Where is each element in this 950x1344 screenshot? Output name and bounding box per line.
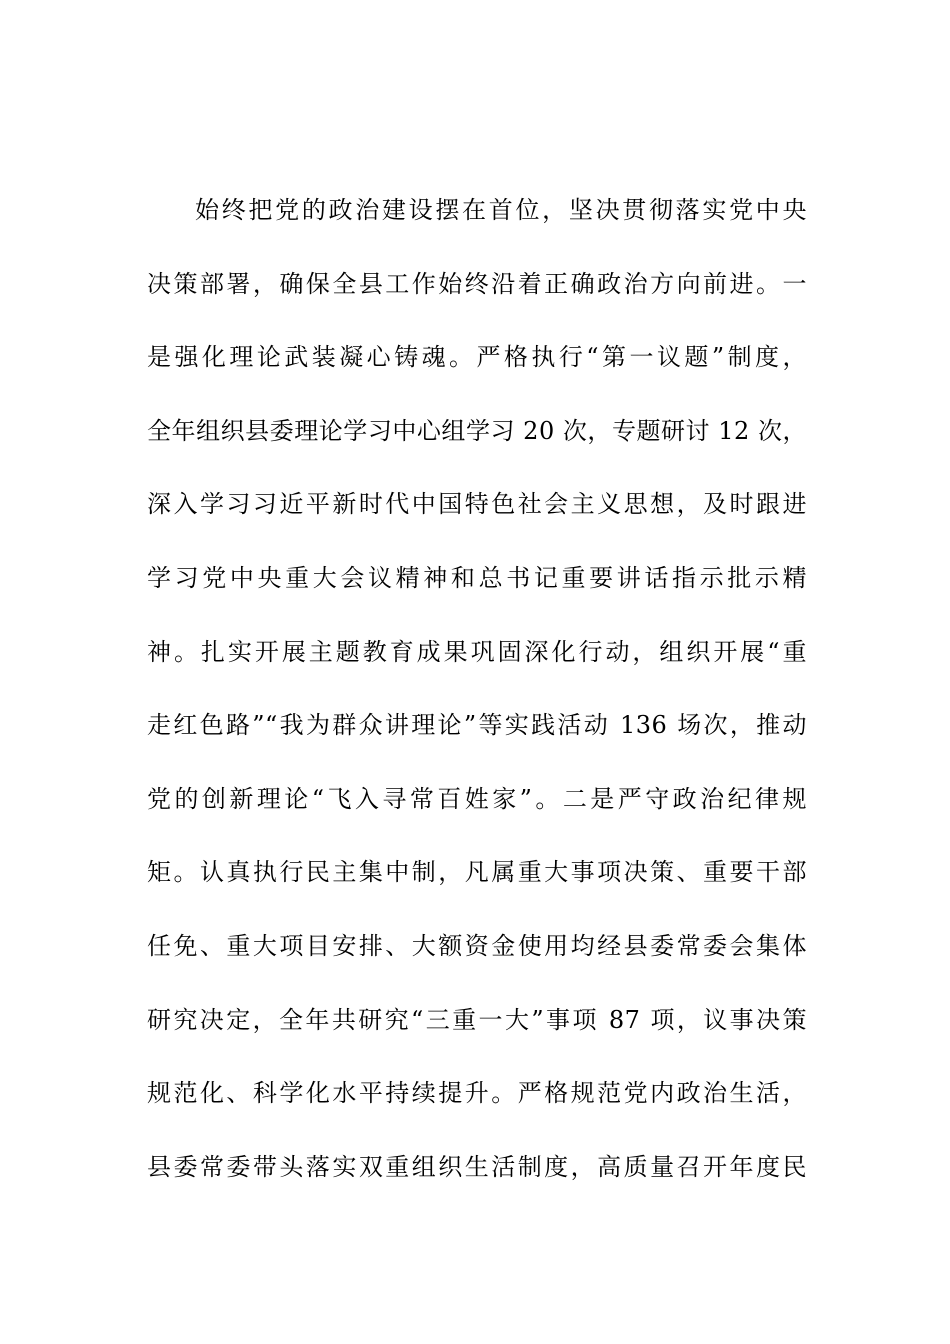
paragraph-line-6: 学习党中央重大会议精神和总书记重要讲话指示批示精	[147, 563, 807, 592]
paragraph-line-3: 是强化理论武装凝心铸魂。严格执行“第一议题”制度，	[147, 343, 807, 372]
paragraph-line-1: 始终把党的政治建设摆在首位，坚决贯彻落实党中央	[195, 196, 807, 224]
paragraph-line-8: 走红色路”“我为群众讲理论”等实践活动 136 场次，推动	[147, 711, 807, 740]
paragraph-line-9: 党的创新理论“飞入寻常百姓家”。二是严守政治纪律规	[147, 784, 807, 813]
paragraph-line-7: 神。扎实开展主题教育成果巩固深化行动，组织开展“重	[147, 637, 807, 666]
body-paragraph	[147, 186, 807, 1216]
paragraph-line-13: 规范化、科学化水平持续提升。严格规范党内政治生活，	[147, 1079, 807, 1108]
paragraph-line-12: 研究决定，全年共研究“三重一大”事项 87 项，议事决策	[147, 1005, 807, 1034]
paragraph-line-14: 县委常委带头落实双重组织生活制度，高质量召开年度民	[147, 1152, 807, 1181]
paragraph-line-4: 全年组织县委理论学习中心组学习 20 次，专题研讨 12 次，	[147, 416, 807, 445]
paragraph-line-2: 决策部署，确保全县工作始终沿着正确政治方向前进。一	[147, 269, 807, 298]
paragraph-line-10: 矩。认真执行民主集中制，凡属重大事项决策、重要干部	[147, 858, 807, 887]
paragraph-line-5: 深入学习习近平新时代中国特色社会主义思想，及时跟进	[147, 490, 807, 519]
paragraph-line-11: 任免、重大项目安排、大额资金使用均经县委常委会集体	[147, 931, 807, 960]
